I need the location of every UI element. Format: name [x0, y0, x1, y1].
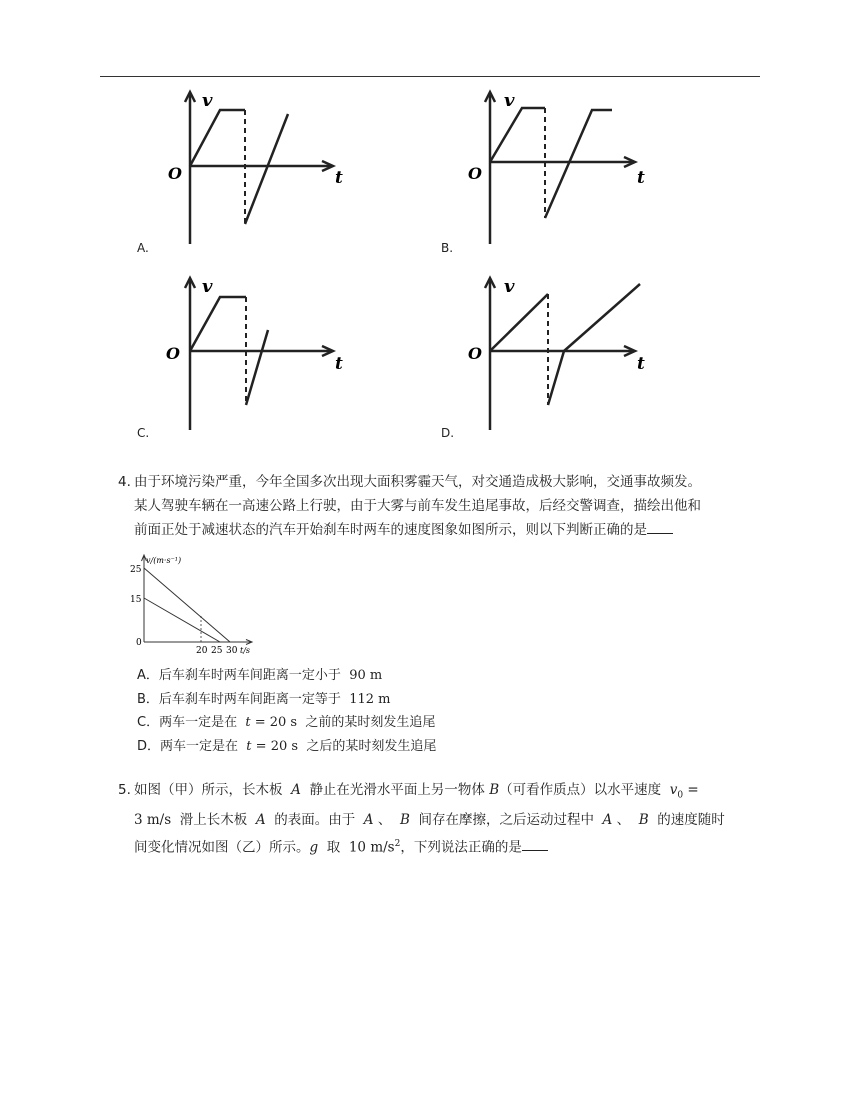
- option-c[interactable]: C．两车一定是在 t = 20 s 之前的某时刻发生追尾: [137, 715, 436, 730]
- y-tick-15: 15: [130, 595, 142, 605]
- axis-t-label: t: [335, 354, 343, 374]
- origin-label: O: [168, 164, 182, 183]
- question-text-line: 前面正处于减速状态的汽车开始刹车时两车的速度图象如图所示，则以下判断正确的是: [118, 518, 763, 542]
- graph-option-a: [150, 86, 350, 256]
- option-b[interactable]: B．后车刹车时两车间距离一定等于 112 m: [137, 691, 391, 707]
- graph-label-b: B.: [441, 241, 454, 255]
- origin-label: O: [468, 344, 482, 363]
- graph-option-d: [452, 272, 652, 442]
- graph-label-c: C.: [137, 426, 150, 440]
- y-tick-0: 0: [136, 638, 142, 648]
- axis-v-label: v: [504, 276, 515, 297]
- front-car-line: [144, 598, 220, 642]
- question-text-line: 如图（甲）所示，长木板 A 静止在光滑水平面上另一物体 B（可看作质点）以水平速度 $v_0$ =: [134, 782, 699, 801]
- y-tick-25: 25: [130, 565, 142, 575]
- graph-option-b: [452, 86, 652, 256]
- axis-t-label: t: [637, 168, 645, 188]
- answer-blank[interactable]: [647, 519, 673, 534]
- x-axis-label: t/s: [240, 646, 251, 655]
- axis-v-label: v: [202, 276, 213, 297]
- question-number: 4.: [118, 474, 131, 490]
- q4-velocity-chart: [126, 552, 256, 656]
- question-text-line: 间变化情况如图（乙）所示。g 取 10 $m/s^2$，下列说法正确的是: [118, 832, 763, 860]
- option-d[interactable]: D．两车一定是在 t = 20 s 之后的某时刻发生追尾: [137, 738, 437, 754]
- option-a[interactable]: A．后车刹车时两车间距离一定小于 90 m: [137, 668, 383, 683]
- question-5: [118, 778, 763, 859]
- question-number: 5.: [118, 782, 131, 798]
- x-tick-25: 25: [211, 646, 223, 656]
- axis-t-label: t: [637, 354, 645, 374]
- question-text-line: 某人驾驶车辆在一高速公路上行驶，由于大雾与前车发生追尾事故，后经交警调查，描绘出他和: [134, 498, 701, 514]
- origin-label: O: [166, 344, 180, 363]
- origin-label: O: [468, 164, 482, 183]
- x-tick-20: 20: [196, 646, 208, 656]
- x-tick-30: 30: [226, 646, 238, 656]
- question-text-line: 由于环境污染严重，今年全国多次出现大面积雾霾天气，对交通造成极大影响，交通事故频发。: [134, 474, 701, 490]
- answer-blank[interactable]: [522, 836, 548, 851]
- graph-label-d: D.: [441, 426, 455, 440]
- graph-label-a: A.: [137, 241, 149, 255]
- question-4: [118, 470, 763, 542]
- q4-options: [137, 664, 436, 758]
- header-rule: [100, 76, 760, 77]
- y-axis-label: v/(m·s⁻¹): [146, 556, 182, 565]
- axis-t-label: t: [335, 168, 343, 188]
- axis-v-label: v: [202, 90, 213, 111]
- graph-option-c: [150, 272, 350, 442]
- axis-v-label: v: [504, 90, 515, 111]
- question-text-line: 3 m/s 滑上长木板 A 的表面。由于 A 、 B 间存在摩擦，之后运动过程中 A 、 B 的速度随时: [134, 811, 725, 828]
